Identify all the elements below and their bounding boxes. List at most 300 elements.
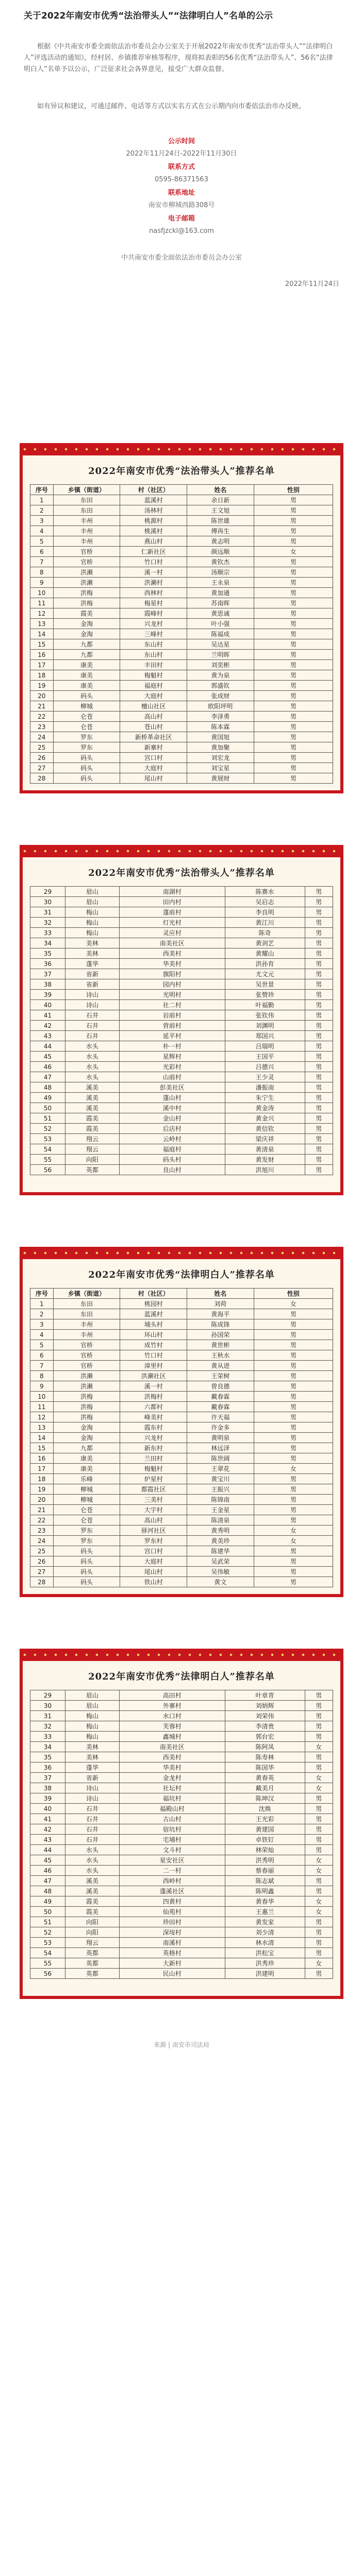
table-cell: 古山村	[119, 1814, 225, 1824]
table-row	[30, 1309, 333, 1319]
table-cell: 黄宝川	[187, 1474, 254, 1484]
table-cell: 陈奇	[225, 928, 305, 938]
table-cell: 男	[305, 1041, 333, 1052]
table-cell: 43	[30, 1031, 65, 1041]
table-cell: 鑫城村	[119, 1732, 225, 1742]
table-cell: 水头	[65, 1845, 120, 1855]
table-cell: 蓬前村	[119, 907, 225, 918]
table-cell: 欧阳坪明	[187, 701, 254, 711]
table-cell: 郭台宏	[225, 1732, 305, 1742]
table-cell: 55	[30, 1155, 65, 1165]
table-cell: 东田	[53, 505, 120, 516]
table-cell: 男	[254, 1433, 333, 1443]
table-cell: 56	[30, 1969, 65, 1979]
table-row	[30, 1453, 333, 1464]
table-cell: 郭盛钦	[187, 681, 254, 691]
table-cell: 宿坑村	[119, 1824, 225, 1835]
table-cell: 营前村	[119, 1021, 225, 1031]
table-cell: 溪美	[65, 1886, 120, 1896]
table-cell: 33	[30, 928, 65, 938]
table-row	[30, 1814, 333, 1824]
table-cell: 二一村	[119, 1866, 225, 1876]
table-cell: 黄文	[187, 1577, 254, 1587]
table-cell: 张成财	[187, 691, 254, 701]
table-cell: 9	[30, 1381, 54, 1392]
table-cell: 52	[30, 1124, 65, 1134]
table-cell: 吴世景	[225, 979, 305, 990]
table-cell: 码头	[53, 753, 120, 763]
table-cell: 男	[254, 670, 333, 681]
table-row	[30, 897, 333, 907]
table-cell: 33	[30, 1732, 65, 1742]
table-cell: 男	[254, 732, 333, 742]
table-cell: 大新村	[119, 1958, 225, 1969]
table-cell: 53	[30, 1938, 65, 1948]
table-cell: 男	[254, 1402, 333, 1412]
table-cell: 田内村	[119, 897, 225, 907]
table-cell: 男	[305, 1711, 333, 1721]
table-cell: 7	[30, 557, 54, 567]
table-row	[30, 1340, 333, 1350]
table-cell: 诗山	[65, 1000, 120, 1010]
table-row	[30, 557, 333, 567]
table-cell: 苏南晖	[187, 598, 254, 608]
table-cell: 男	[254, 1340, 333, 1350]
table-cell: 男	[305, 938, 333, 948]
table-cell: 28	[30, 1577, 54, 1587]
email-label: 电子邮箱	[168, 215, 195, 223]
table-cell: 男	[254, 588, 333, 598]
table-cell: 21	[30, 701, 54, 711]
table-cell: 码头	[53, 763, 120, 773]
table-cell: 六都村	[120, 1402, 187, 1412]
section-title: 2022年南安市优秀“法律明白人”推荐名单	[88, 1269, 275, 1280]
address-label: 联系地址	[168, 189, 195, 197]
table-cell: 50	[30, 1103, 65, 1113]
table-cell: 男	[305, 990, 333, 1000]
table-row	[30, 1721, 333, 1732]
table-cell: 48	[30, 1886, 65, 1896]
page-title: 关于2022年南安市优秀“法治带头人”“法律明白人”名单的公示	[24, 11, 273, 21]
table-cell: 52	[30, 1927, 65, 1938]
table-cell: 水头	[65, 1866, 120, 1876]
table-cell: 19	[30, 681, 54, 691]
table-row	[30, 1917, 333, 1927]
table-row	[30, 1752, 333, 1762]
table-cell: 女	[305, 1896, 333, 1907]
table-cell: 桃源村	[120, 516, 187, 526]
table-cell: 男	[254, 650, 333, 660]
table-row	[30, 526, 333, 536]
table-cell: 码头	[53, 1546, 120, 1556]
table-cell: 35	[30, 1752, 65, 1762]
table-cell: 黄美珍	[187, 1536, 254, 1546]
table-cell: 3	[30, 516, 54, 526]
table-cell: 4	[30, 1330, 54, 1340]
table-cell: 男	[305, 1814, 333, 1824]
section-fl-1	[20, 1247, 343, 1597]
table-cell: 34	[30, 1742, 65, 1752]
table-cell: 文斗村	[119, 1845, 225, 1855]
table-cell: 东田	[53, 1299, 120, 1309]
table-cell: 梅魁村	[120, 670, 187, 681]
table-cell: 男	[305, 1721, 333, 1732]
table-row	[30, 1062, 333, 1072]
table-cell: 43	[30, 1835, 65, 1845]
table-cell: 九都	[53, 1443, 120, 1453]
phone: 0595-86371563	[155, 176, 208, 183]
table-cell: 陈建华	[187, 1546, 254, 1556]
table-cell: 8	[30, 567, 54, 578]
table-cell: 西林村	[120, 588, 187, 598]
section-fz-2	[20, 845, 343, 1195]
table-cell: 洪建明	[225, 1969, 305, 1979]
table-cell: 22	[30, 711, 54, 722]
table-row	[30, 773, 333, 784]
table-cell: 霞美	[65, 1907, 120, 1917]
table-cell: 成竹村	[120, 1340, 187, 1350]
table-cell: 诗山	[65, 990, 120, 1000]
table-cell: 男	[305, 1690, 333, 1701]
table-cell: 王少灵	[225, 1072, 305, 1082]
table-row	[30, 887, 333, 897]
table-cell: 高田村	[119, 1690, 225, 1701]
table-cell: 高山村	[120, 1515, 187, 1526]
table-cell: 彭美社区	[119, 1082, 225, 1093]
table-cell: 郑国兴	[225, 1031, 305, 1041]
table-cell: 英都	[65, 1969, 120, 1979]
table-cell: 男	[254, 516, 333, 526]
table-cell: 霞美	[65, 1113, 120, 1124]
table-cell: 兴龙村	[120, 1433, 187, 1443]
table-cell: 西岭村	[119, 1876, 225, 1886]
table-cell: 陈成锋	[187, 1319, 254, 1330]
table-cell: 刘宝星	[187, 763, 254, 773]
table-cell: 石井	[65, 1031, 120, 1041]
table-cell: 官桥	[53, 1361, 120, 1371]
table-cell: 37	[30, 969, 65, 979]
table-cell: 男	[305, 1113, 333, 1124]
table-cell: 康美	[53, 1464, 120, 1474]
table-cell: 眉山	[65, 897, 120, 907]
section-title: 2022年南安市优秀“法律明白人”推荐名单	[88, 1671, 275, 1682]
table-cell: 44	[30, 1041, 65, 1052]
table-cell: 码头	[53, 1556, 120, 1567]
table-cell: 洪秀珍	[225, 1958, 305, 1969]
table-row	[30, 1402, 333, 1412]
section-fz-1	[20, 443, 343, 793]
email[interactable]: nasfjzckl@163.com	[149, 227, 214, 235]
table-cell: 女	[305, 1855, 333, 1866]
table-cell: 男	[305, 1886, 333, 1896]
table-cell: 兴龙村	[120, 619, 187, 629]
table-cell: 燕山村	[120, 536, 187, 547]
table-row	[30, 763, 333, 773]
table-cell: 男	[305, 1093, 333, 1103]
table-cell: 汤林村	[120, 505, 187, 516]
table-cell: 男	[254, 711, 333, 722]
table-cell: 黄明泉	[187, 1433, 254, 1443]
table-row	[30, 1010, 333, 1021]
table-cell: 铁山村	[120, 1577, 187, 1587]
table-cell: 溪美	[65, 1103, 120, 1113]
table-cell: 金淘	[53, 1433, 120, 1443]
table-cell: 15	[30, 639, 54, 650]
table-cell: 林水清	[225, 1938, 305, 1948]
table-cell: 蓬华	[65, 1762, 120, 1773]
table-cell: 男	[254, 1422, 333, 1433]
table-cell: 男	[254, 495, 333, 505]
table-cell: 洪濑	[53, 1371, 120, 1381]
table-cell: 男	[305, 1824, 333, 1835]
decor-banner	[20, 443, 343, 455]
table-cell: 霞东村	[120, 1422, 187, 1433]
table-cell: 男	[305, 1000, 333, 1010]
intro-block	[0, 0, 363, 422]
table-cell: 福坑村	[119, 1793, 225, 1804]
table-cell: 53	[30, 1134, 65, 1144]
table-cell: 14	[30, 629, 54, 639]
table-cell: 18	[30, 670, 54, 681]
table-cell: 溪一村	[120, 567, 187, 578]
table-cell: 英都	[65, 1958, 120, 1969]
table-cell: 洪孙育	[225, 959, 305, 969]
table-cell: 39	[30, 990, 65, 1000]
table-row	[30, 1783, 333, 1793]
table-cell: 22	[30, 1515, 54, 1526]
table-cell: 旗阳村	[119, 969, 225, 979]
table-cell: 男	[305, 1948, 333, 1958]
table-cell: 16	[30, 650, 54, 660]
table-cell: 珍田村	[119, 1917, 225, 1927]
table-cell: 男	[254, 1505, 333, 1515]
table-cell: 王惠兰	[225, 1907, 305, 1917]
table-row	[30, 1000, 333, 1010]
table-cell: 陈明鑫	[225, 1886, 305, 1896]
table-cell: 陈福成	[187, 629, 254, 639]
table-cell: 外寨村	[119, 1701, 225, 1711]
table-cell: 46	[30, 1866, 65, 1876]
table-cell: 女	[305, 1958, 333, 1969]
table-cell: 29	[30, 887, 65, 897]
table-row	[30, 1299, 333, 1309]
table-cell: 男	[305, 1927, 333, 1938]
table-row	[30, 732, 333, 742]
table-cell: 54	[30, 1144, 65, 1155]
table-cell: 男	[254, 1567, 333, 1577]
table-row	[30, 1124, 333, 1134]
table-cell: 孙国荣	[187, 1330, 254, 1340]
table-cell: 南湖村	[119, 887, 225, 897]
table-cell: 陈锦南	[187, 1495, 254, 1505]
table-row	[30, 1144, 333, 1155]
table-row	[30, 1577, 333, 1587]
table-cell: 曾良德	[187, 1381, 254, 1392]
table-row	[30, 1958, 333, 1969]
table-cell: 黄秀明	[187, 1526, 254, 1536]
table-cell: 36	[30, 1762, 65, 1773]
table-cell: 男	[254, 1453, 333, 1464]
table-cell: 李良明	[225, 907, 305, 918]
table-cell: 7	[30, 1361, 54, 1371]
table-cell: 霞峰村	[120, 608, 187, 619]
table-cell: 西美村	[119, 948, 225, 959]
table-cell: 黄发家	[225, 1917, 305, 1927]
table-cell: 13	[30, 619, 54, 629]
table-cell: 王秋水	[187, 1350, 254, 1361]
table-cell: 28	[30, 773, 54, 784]
table-row	[30, 1031, 333, 1041]
table-cell: 黄从进	[187, 1361, 254, 1371]
table-row	[30, 918, 333, 928]
table-cell: 东山村	[120, 650, 187, 660]
table-cell: 三峰村	[120, 629, 187, 639]
table-cell: 梅星村	[120, 598, 187, 608]
table-row	[30, 567, 333, 578]
table-cell: 漳里村	[120, 1361, 187, 1371]
table-cell: 高山村	[120, 711, 187, 722]
table-cell: 东山村	[120, 639, 187, 650]
table-row	[30, 1804, 333, 1814]
decor-banner	[20, 1247, 343, 1259]
pub-time-label: 公示时间	[168, 138, 195, 145]
table-cell: 陈阿凤	[225, 1742, 305, 1752]
table-cell: 男	[305, 1165, 333, 1175]
table-cell: 南美社区	[119, 1742, 225, 1752]
table-cell: 林荣灿	[225, 1845, 305, 1855]
table-cell: 蓬山村	[119, 1093, 225, 1103]
table-row	[30, 1464, 333, 1474]
col-header: 序号	[30, 485, 54, 495]
col-header: 村（社区）	[120, 485, 187, 495]
table-cell: 男	[305, 1701, 333, 1711]
table-cell: 男	[305, 907, 333, 918]
table-cell: 金淘	[53, 629, 120, 639]
table-cell: 男	[254, 1474, 333, 1484]
table-cell: 黄金兴	[225, 1113, 305, 1124]
table-row	[30, 495, 333, 505]
table-cell: 男	[254, 722, 333, 732]
table-row	[30, 670, 333, 681]
section-title: 2022年南安市优秀“法治带头人”推荐名单	[88, 466, 275, 477]
table-cell: 男	[305, 1804, 333, 1814]
table-row	[30, 660, 333, 670]
table-row	[30, 990, 333, 1000]
col-header: 性别	[254, 485, 333, 495]
table-row	[30, 1969, 333, 1979]
table-row	[30, 1041, 333, 1052]
table-row	[30, 578, 333, 588]
table-cell: 码头	[53, 1567, 120, 1577]
table-cell: 12	[30, 608, 54, 619]
table-cell: 27	[30, 763, 54, 773]
table-cell: 洪濑村	[120, 578, 187, 588]
table-cell: 金龙村	[119, 1773, 225, 1783]
table-cell: 炉星村	[120, 1474, 187, 1484]
table-cell: 10	[30, 1392, 54, 1402]
table-cell: 尾山村	[120, 1567, 187, 1577]
table-cell: 吴达星	[187, 639, 254, 650]
table-cell: 省新	[65, 1773, 120, 1783]
table-cell: 男	[254, 773, 333, 784]
table-cell: 官桥	[53, 547, 120, 557]
table-cell: 罗东	[53, 1536, 120, 1546]
table-cell: 男	[305, 1969, 333, 1979]
table-cell: 梅山	[65, 918, 120, 928]
table-cell: 洪濑	[53, 1381, 120, 1392]
table-cell: 45	[30, 1052, 65, 1062]
table-header-row	[30, 1289, 333, 1299]
table-cell: 新桥革命社区	[120, 732, 187, 742]
table-cell: 男	[305, 1010, 333, 1021]
table-cell: 卓铁钉	[225, 1835, 305, 1845]
table-cell: 18	[30, 1474, 54, 1484]
table-cell: 吴武荣	[187, 1556, 254, 1567]
table-cell: 叶福勤	[225, 1000, 305, 1010]
table-row	[30, 1866, 333, 1876]
col-header: 序号	[30, 1289, 54, 1299]
table-cell: 男	[305, 979, 333, 990]
table-row	[30, 722, 333, 732]
table-cell: 王文旭	[187, 505, 254, 516]
table-cell: 兰田村	[120, 1453, 187, 1464]
table-cell: 福庭村	[119, 1144, 225, 1155]
table-cell: 余日新	[187, 495, 254, 505]
table-cell: 洪濑	[53, 578, 120, 588]
table-cell: 男	[254, 1392, 333, 1402]
table-cell: 女	[305, 1773, 333, 1783]
table-cell: 仑苍	[53, 1505, 120, 1515]
table-cell: 灵应村	[119, 928, 225, 938]
table-cell: 陈国华	[225, 1762, 305, 1773]
table-row	[30, 1052, 333, 1062]
table-cell: 11	[30, 1402, 54, 1412]
table-cell: 男	[305, 887, 333, 897]
table-cell: 乐峰	[53, 1474, 120, 1484]
table-cell: 梁庆祥	[225, 1134, 305, 1144]
table-row	[30, 1412, 333, 1422]
table-cell: 戴春霖	[187, 1402, 254, 1412]
table-cell: 男	[254, 1495, 333, 1505]
table-cell: 黄思诚	[187, 608, 254, 619]
table-cell: 良山村	[119, 1165, 225, 1175]
table-cell: 男	[254, 1577, 333, 1587]
table-cell: 李泽勇	[187, 711, 254, 722]
table-cell: 女	[305, 1907, 333, 1917]
table-cell: 埔头村	[120, 1319, 187, 1330]
address: 南安市柳城西路308号	[148, 201, 215, 209]
table-cell: 男	[254, 1412, 333, 1422]
table-cell: 宅埔村	[119, 1835, 225, 1845]
table-cell: 丰州	[53, 526, 120, 536]
table-cell: 丰州	[53, 536, 120, 547]
table-row	[30, 959, 333, 969]
table-row	[30, 1361, 333, 1371]
table-cell: 西美村	[119, 1752, 225, 1762]
table-cell: 省新	[65, 979, 120, 990]
table-row	[30, 1474, 333, 1484]
table-row	[30, 1165, 333, 1175]
table-cell: 溪一村	[120, 1381, 187, 1392]
issuing-org: 中共南安市委全面依法治市委员会办公室	[121, 254, 242, 262]
table-cell: 王国平	[225, 1052, 305, 1062]
table-row	[30, 619, 333, 629]
table-cell: 1	[30, 495, 54, 505]
table-cell: 英都	[65, 1948, 120, 1958]
table-cell: 30	[30, 897, 65, 907]
table-cell: 许天福	[187, 1412, 254, 1422]
table-row	[30, 1443, 333, 1453]
